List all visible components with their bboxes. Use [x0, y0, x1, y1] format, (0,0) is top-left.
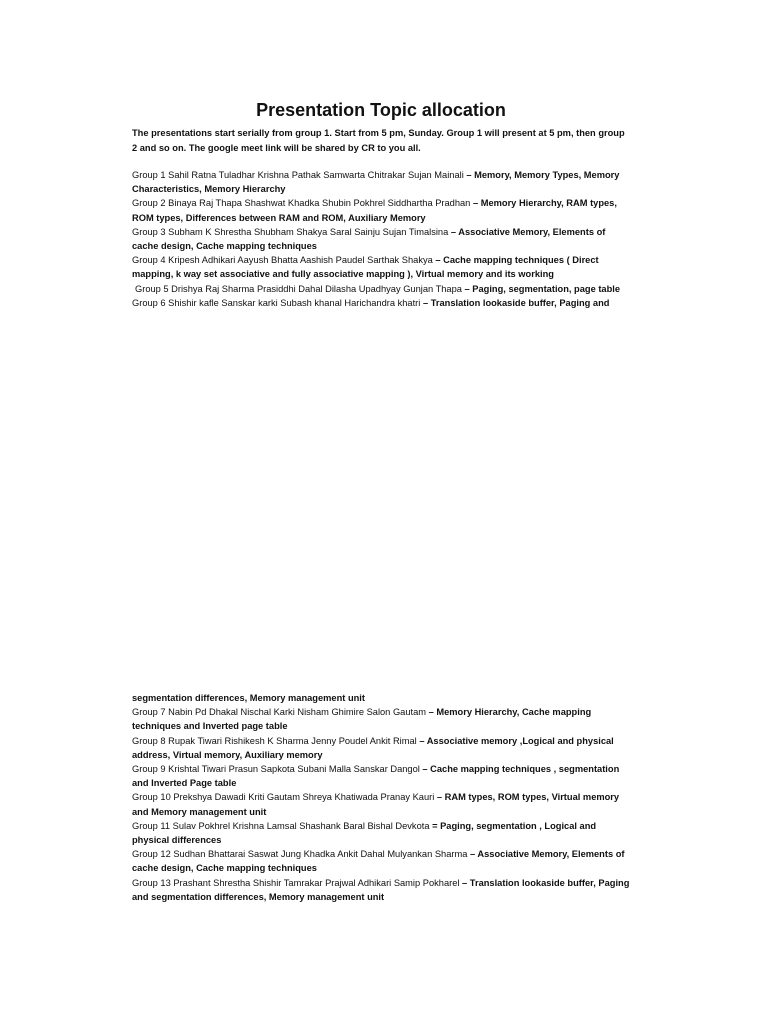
group-topic: – Associative Memory, Elements of cache design, Cache mapping techniques: [132, 226, 606, 252]
group-entry-2: [132, 196, 632, 224]
group-topic: – Memory Hierarchy, RAM types, ROM types, Differences between RAM and ROM, Auxiliary Memory: [132, 198, 617, 223]
group-topic: segmentation differences, Memory management unit: [132, 693, 365, 703]
group-entry-5: [132, 282, 632, 296]
group-topic: – Associative memory ,Logical and physical address, Virtual memory, Auxiliary memory: [132, 735, 614, 760]
group-members: Group 1 Sahil Ratna Tuladhar Krishna Pathak Samwarta Chitrakar Sujan Mainali: [132, 170, 467, 180]
group-entry-6: [132, 296, 632, 310]
page-title: Presentation Topic allocation: [256, 100, 506, 120]
group-topic: – Associative Memory, Elements of cache design, Cache mapping techniques: [132, 849, 625, 874]
group-entry-1: [132, 168, 632, 196]
group-members: Group 9 Krishtal Tiwari Prasun Sapkota Subani Malla Sanskar Dangol: [132, 764, 423, 775]
group-entry-12: [132, 847, 632, 875]
group-entry-11: [132, 819, 632, 847]
group-members: Group 6 Shishir kafle Sanskar karki Subash khanal Harichandra khatri: [132, 297, 423, 308]
intro-paragraph: The presentations start serially from group 1. Start from 5 pm, Sunday. Group 1 will present at 5 pm, then group 2 and so on. The google meet link will be shared by CR to you all.: [132, 128, 625, 153]
group-list-second: [132, 691, 632, 904]
group-6-continuation: [132, 691, 632, 705]
group-entry-7: [132, 705, 632, 733]
group-members: Group 12 Sudhan Bhattarai Saswat Jung Khadka Ankit Dahal Mulyankan Sharma: [132, 849, 470, 860]
group-entry-13: [132, 876, 632, 904]
group-members: Group 7 Nabin Pd Dhakal Nischal Karki Nisham Ghimire Salon Gautam: [132, 707, 429, 718]
group-topic: – Cache mapping techniques , segmentation and Inverted Page table: [132, 764, 620, 789]
group-topic: – Translation lookaside buffer, Paging and: [422, 297, 610, 308]
group-members: Group 3 Subham K Shrestha Shubham Shakya Saral Sainju Sujan Timalsina: [132, 226, 451, 237]
group-members: Group 5 Drishya Raj Sharma Prasiddhi Dahal Dilasha Upadhyay Gunjan Thapa: [135, 283, 465, 294]
group-topic: – Memory Hierarchy, Cache mapping techniques and Inverted page table: [132, 707, 592, 732]
group-members: Group 13 Prashant Shrestha Shishir Tamrakar Prajwal Adhikari Samip Pokharel: [132, 877, 463, 888]
group-list-first: [132, 168, 632, 310]
group-entry-9: [132, 762, 632, 790]
group-topic: – Memory, Memory Types, Memory Characteristics, Memory Hierarchy: [132, 170, 620, 195]
group-topic: – RAM types, ROM types, Virtual memory and Memory management unit: [132, 792, 620, 817]
group-members: Group 11 Sulav Pokhrel Krishna Lamsal Shashank Baral Bishal Devkota: [132, 820, 433, 831]
group-entry-8: [132, 734, 632, 762]
group-topic: – Translation lookaside buffer, Paging and segmentation differences, Memory management unit: [132, 877, 630, 902]
group-members: Group 8 Rupak Tiwari Rishikesh K Sharma Jenny Poudel Ankit Rimal: [132, 735, 420, 746]
group-members: Group 4 Kripesh Adhikari Aayush Bhatta Aashish Paudel Sarthak Shakya: [132, 255, 436, 266]
group-members: Group 10 Prekshya Dawadi Kriti Gautam Shreya Khatiwada Pranay Kauri: [132, 792, 437, 803]
group-topic: – Paging, segmentation, page table: [464, 283, 621, 294]
group-members: Group 2 Binaya Raj Thapa Shashwat Khadka Shubin Pokhrel Siddhartha Pradhan: [132, 198, 473, 209]
group-topic: – Cache mapping techniques ( Direct mapping, k way set associative and fully associative mapping ), Virtual memory and its working: [132, 255, 599, 280]
group-entry-10: [132, 790, 632, 818]
group-topic: = Paging, segmentation , Logical and physical differences: [132, 820, 597, 846]
group-entry-4: [132, 253, 632, 281]
group-entry-3: [132, 225, 632, 253]
